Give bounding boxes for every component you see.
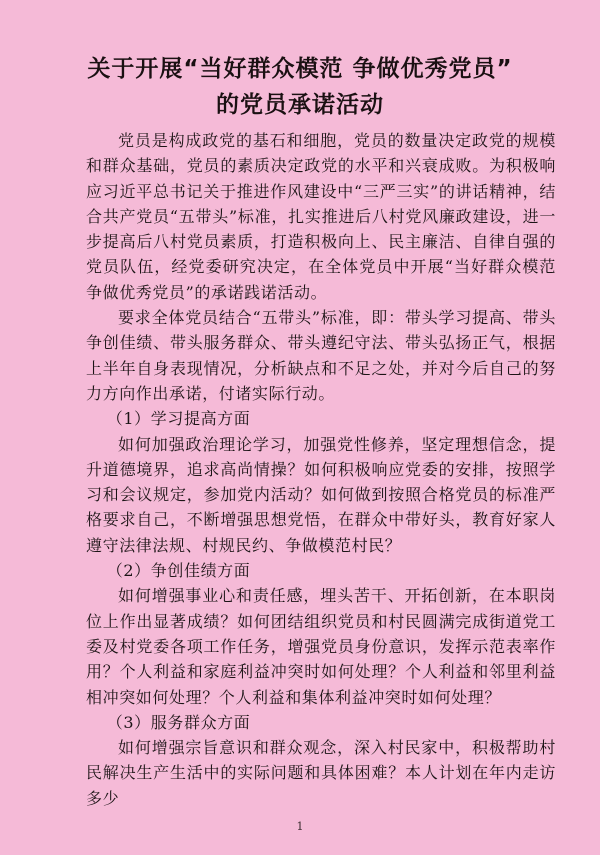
- paragraph-study: 如何加强政治理论学习，加强党性修养，坚定理想信念，提升道德境界，追求高尚情操？如何积极响应党委的安排，按照学习和会议规定，参加党内活动？如何做到按照合格党员的标准严格要求自己，不断增强思想党悟，在群众中带好头，教育好家人遵守法律法规、村规民约、争做模范村民？: [86, 434, 556, 555]
- section-heading-achievement: （2）争创佳绩方面: [106, 561, 251, 581]
- paragraph-requirements: 要求全体党员结合“五带头”标准，即：带头学习提高、带头争创佳绩、带头服务群众、带头遵纪守法、带头弘扬正气，根据上半年自身表现情况，分析缺点和不足之处，并对今后自己的努力方向作出承诺，付诸实际行动。: [86, 308, 556, 403]
- document-body: [86, 128, 556, 811]
- section-heading-service: （3）服务群众方面: [106, 712, 251, 732]
- paragraph-achievement: 如何增强事业心和责任感，埋头苦干、开拓创新，在本职岗位上作出显著成绩？如何团结组织党员和村民圆满完成街道党工委及村党委各项工作任务，增强党员身份意识，发挥示范表率作用？个人利益和家庭利益冲突时如何处理？个人利益和邻里利益相冲突如何处理？个人利益和集体利益冲突时如何处理？: [86, 586, 556, 707]
- document-title-line-1: 关于开展“当好群众模范 争做优秀党员”: [87, 56, 513, 82]
- page-number: 1: [296, 820, 304, 833]
- section-heading-study: （1）学习提高方面: [106, 409, 251, 429]
- paragraph-intro: 党员是构成政党的基石和细胞，党员的数量决定政党的规模和群众基础，党员的素质决定政党的水平和兴衰成败。为积极响应习近平总书记关于推进作风建设中“三严三实”的讲话精神，结合共产党员“五带头”标准，扎实推进后八村党风廉政建设，进一步提高后八村党员素质，打造积极向上、民主廉洁、自律自强的党员队伍，经党委研究决定，在全体党员中开展“当好群众模范 争做优秀党员”的承诺践诺活动。: [86, 131, 556, 302]
- paragraph-service: 如何增强宗旨意识和群众观念，深入村民家中，积极帮助村民解决生产生活中的实际问题和具体困难？本人计划在年内走访多少: [86, 738, 556, 808]
- document-title-line-2: 的党员承诺活动: [216, 92, 384, 118]
